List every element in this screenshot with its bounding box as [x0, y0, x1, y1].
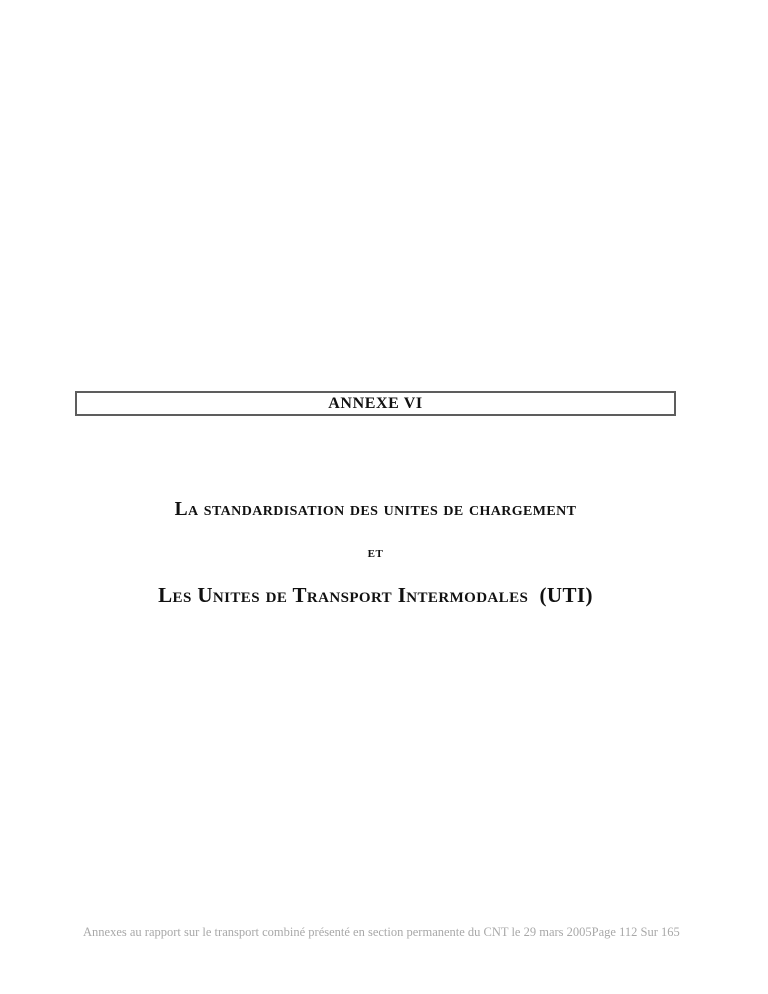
footer-page-number: Page 112 Sur 165 [591, 925, 680, 939]
annexe-title-box [75, 391, 676, 416]
footer-description: Annexes au rapport sur le transport combiné présenté en section permanente du CNT le 29 mars 2005 [83, 925, 592, 939]
page-footer [83, 925, 680, 939]
document-title-line1: La standardisation des unites de chargement [174, 499, 577, 520]
document-title-line2: et [367, 544, 384, 561]
document-title-line3: Les Unites de Transport Intermodales (UTI) [158, 583, 593, 607]
annexe-title: ANNEXE VI [328, 394, 423, 412]
